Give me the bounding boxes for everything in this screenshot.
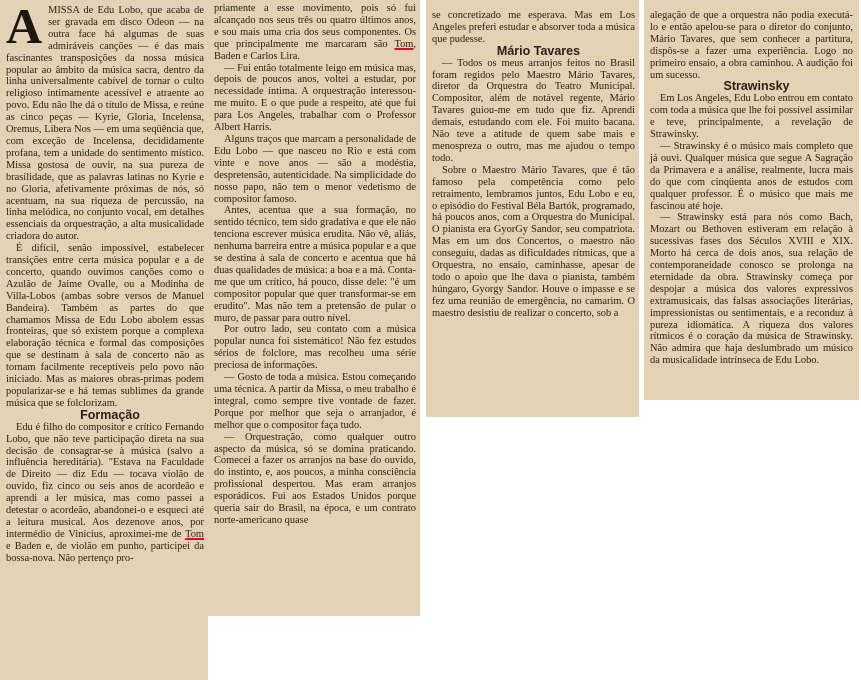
paragraph-text: , Baden e Carlos Lira. — [214, 38, 416, 62]
paragraph: Alguns traços que marcam a personalidade de Edu Lobo — que nasceu no Rio e está com vinte e nove anos — são a modéstia, despretensão, autenticidade. Na simplicidade do nosso papo, não tem o menor vedetismo de compositor famoso. — [214, 133, 416, 205]
paragraph: se concretizado me esperava. Mas em Los Angeles preferi estudar e absorver toda a música que pudesse. — [432, 10, 635, 45]
underlined-name-tom: Tom — [185, 528, 204, 540]
section-heading-mario-tavares: Mário Tavares — [496, 43, 581, 58]
paragraph: Sobre o Maestro Mário Tavares, que é tão famoso pela competência como pelo retraimento, lembramos juntos, Edu Lobo e eu, o episódio do Festival Béla Bartók, programado, há poucos anos, com a Orquestra do Municipal. O pianista era GyorGy Sandor, seu compatriota. Mas em um dos Concertos, o maestro não conseguiu, dadas as dificuldades rítmicas, que a Orquestra, no ensaio, caminhasse, apesar de todo o apoio que lhe dava o pianista, também húngaro, Gyorgy Sandor. Houve o impasse e se fez uma reunião de emergência, no camarim. O maestro desistiu de realizar o concerto, sob a — [432, 164, 635, 319]
paragraph: — Strawinsky está para nós como Bach, Mozart ou Bethoven estiveram em relação à sucessivas fases dos Séculos XVIII e XIX. Morto há cerca de dois anos, sua relação de contemporaneidade conosco se prolonga na eternidade da obra. Strawinsky começa por despojar a música dos valores expressivos extramusicais, das falsas associações literárias, impressionistas ou sentimentais, e a reconduz à pureza idiomática. A riqueza dos valores rítmicos é o coração da música de Strawinsky. Não admira que haja deslumbrado um músico da musicalidade intrínseca de Edu Lobo. — [650, 212, 853, 367]
paragraph: — Orquestração, como qualquer outro aspecto da música, só se domina praticando. Comecei a fazer os arranjos na base do ouvido, do instinto, e, aos poucos, a minha consciência profissional despertou. Mas eram arranjos esporádicos. Fui aos Estados Unidos porque queria sair do Brasil, na época, e um contrato norte-americano quase — [214, 431, 416, 526]
paragraph — [214, 3, 416, 63]
paragraph: alegação de que a orquestra não podia executá-lo e então apelou-se para o diretor do conjunto, Mário Tavares, que sem conhecer a partitura, dispôs-se a fazer uma experiência. Logo no primeiro ensaio, a obra caminhou. A audição foi um sucesso. — [650, 10, 853, 81]
paragraph: É difícil, senão impossível, estabelecer transições entre certa música popular e a de concerto, quando ouvimos canções como o Azulão de Jaime Ovalle, ou a Modinha de Villa-Lobos (ambas sobre versos de Manuel Bandeira). Também as partes do que chamamos Missa de Edu Lobo abolem essas fronteiras, que só existem porque a complexa elaboração técnica e formal das composições que se destinam à sala de concerto não as tornam facilmente receptíveis pelo povo não iniciado. Mas as maiores obras-primas podem popularizar-se e há temas sublimes da grande música que se folclorizam. — [6, 243, 204, 409]
paragraph: Por outro lado, seu contato com a música popular nunca foi sistemático! Não fez estudos sérios de folclore, mas recolheu uma série preciosa de informações. — [214, 324, 416, 372]
section-heading-formacao: Formação — [80, 407, 140, 422]
section-heading-strawinsky: Strawinsky — [723, 79, 790, 94]
paragraph: — Strawinsky é o músico mais completo que já ouvi. Qualquer música que segue A Sagração da Primavera e a análise, realmente, lucra mais do que com cinqüenta anos de estudos com qualquer professor. É o músico que mais me fascinou até hoje. — [650, 140, 853, 212]
paragraph-text: e Baden e, de violão em punho, participei da bossa-nova. Não pertenço pro- — [6, 540, 204, 564]
article-column-4 — [644, 0, 859, 400]
paragraph: — Fui então totalmente leigo em música mas, depois de poucos anos, voltei a estudar, por necessidade íntima. A orquestração interessou-me muito. E o que pude a respeito, até que fui para Los Angeles, trabalhar com o Professor Albert Harris. — [214, 62, 416, 134]
paragraph: — Gosto de toda a música. Estou começando uma técnica. A partir da Missa, o meu trabalho é integral, como sempre tive vontade de fazer. Porque por melhor que seja o arranjador, é melhor que o compositor faça tudo. — [214, 372, 416, 431]
underlined-name-tom: Tom — [394, 38, 414, 50]
paragraph-text: Edu é filho do compositor e crítico Fernando Lobo, que não teve participação direta na sua decisão de consagrar-se à música (salvo a influência hereditária). "Estava na Faculdade de Direito — diz Edu — tocava violão de ouvido, fiz cinco ou seis anos de acordeão e aprendi a ler música, mas como passei a detestar o acordeão, abandonei-o e esqueci até a leitura musical. Aos dezenove anos, por intermédio de Vinícius, aproximei-me de — [6, 421, 204, 540]
article-column-1 — [0, 0, 208, 680]
paragraph — [6, 422, 204, 565]
paragraph: MISSA de Edu Lobo, que acaba de ser gravada em disco Odeon — na outra face há algumas de suas admiráveis canções — é das mais fascinantes transposições da nossa música popular ao âmbito da música sacra, dentro da linha universalmente cabível de tornar o culto religioso intimamente acessível e atraente ao povo. Edu não lhe dá o título de Missa, e reúne as cinco peças — Kyrie, Gloria, Incelensa, Oremus, Libera Nos — em uma seqüência que, com exceção de Incelensa, decididamente profana, tem a unidade do sentimento místico. Missa gostosa de ouvir, na sua pureza de brasilidade, que as palavras latinas no Kyrie e no Gloria, afetivamente próximas de nós, só acentuam, na sua riqueza de percussão, na linha melódica, no conjunto vocal, em detalhes essenciais da orquestração, a alta musicalidade criadora do autor. — [6, 5, 204, 243]
paragraph: — Todos os meus arranjos feitos no Brasil foram regidos pelo Maestro Mário Tavares, diretor da Orquestra do Teatro Municipal. Compositor, além de notável regente, Mário Tavares guiou-me em tudo que fiz. Aprendi demais, estudando com ele. Foi muito bacana. Não teve a atitude de quem sabe mais e menospreza o outro, mas me ajudou o tempo todo. — [432, 57, 635, 164]
paragraph-text: priamente a esse movimento, pois só fui alcançado nos seus três ou quatro últimos anos, e sou mais uma cria dos seus componentes. Os que principalmente me marcaram são — [214, 3, 416, 50]
article-column-3 — [426, 0, 639, 417]
drop-cap: A — [6, 0, 43, 54]
paragraph: Em Los Angeles, Edu Lobo entrou em contato com toda a música que lhe foi possível assimilar e teve, principalmente, a revelação de Strawinsky. — [650, 93, 853, 141]
article-column-2 — [208, 0, 420, 616]
paragraph: Antes, acentua que a sua formação, no sentido técnico, tem sido gradativa e que ele não tenciona escrever música erudita. Não vê, aliás, nenhuma barreira entre a música popular e a que se destina à sala de concerto e acentua que há duas qualidades de música: a boa e a má. Conta-me que um crítico, há pouco, disse dele: "é um compositor popular que quer transformar-se em erudito". Mas não tem a pretensão de pular o muro, de passar para outro nível. — [214, 205, 416, 324]
